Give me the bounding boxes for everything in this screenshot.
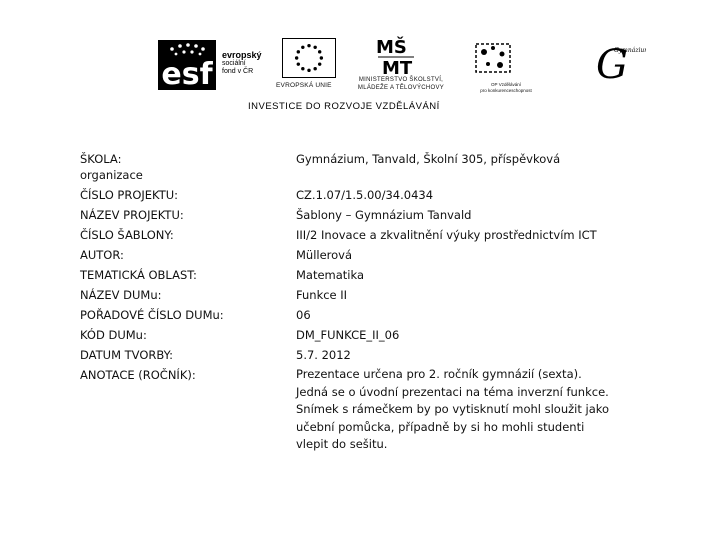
value-project-number: CZ.1.07/1.5.00/34.0434 [296,188,434,202]
esf-line2: sociální [222,60,246,67]
esf-caption [222,50,262,76]
esf-line1: evropský [222,50,262,60]
msmt-caption [342,76,460,92]
label-dum-code: KÓD DUMu: [80,328,147,342]
msmt-mark-icon [374,36,416,76]
svg-text:MŠ: MŠ [376,37,407,58]
eu-star-icon [313,67,316,70]
svg-text:Gymnázium: Gymnáziu [614,47,645,54]
eu-star-icon [320,56,323,59]
label-school: ŠKOLA: [80,152,122,166]
eu-logo [276,38,342,96]
value-subject-area: Matematika [296,268,365,282]
eu-flag-icon [282,38,336,78]
gymnazium-logo [592,38,646,88]
eu-star-icon [307,69,310,72]
eu-star-icon [297,50,300,53]
op-mark-icon [470,38,516,78]
eu-star-icon [318,50,321,53]
op-logo [454,38,544,98]
value-school: Gymnázium, Tanvald, Školní 305, příspěvková [296,152,561,166]
msmt-line2: MLÁDEŽE A TĚLOVÝCHOVY [357,85,445,91]
label-project-name: NÁZEV PROJEKTU: [80,208,184,222]
value-spacer [296,169,616,185]
value-template-number: III/2 Inovace a zkvalitnění výuky prostřednictvím ICT [296,228,597,242]
value-creation-date: 5.7. 2012 [296,348,351,362]
svg-text:MT: MT [382,58,413,76]
op-caption [458,82,554,94]
msmt-logo [342,36,452,96]
value-author: Müllerová [296,248,353,262]
value-annotation: Prezentace určena pro 2. ročník gymnázií (sexta). Jedná se o úvodní prezentaci na téma inverzní funkce. Snímek s rámečkem by po vytisknutí mohl sloužit jako učební pomůcka, případně by si ho mohli studenti vlepit do sešitu. [296,367,610,451]
label-annotation: ANOTACE (ROČNÍK): [80,368,196,382]
esf-mark-icon [158,40,216,90]
eu-star-icon [307,44,310,47]
eu-star-icon [295,56,298,59]
eu-star-icon [313,46,316,49]
label-subject-area: TEMATICKÁ OBLAST: [80,268,197,282]
value-dum-order: 06 [296,308,311,322]
metadata-values [296,149,616,454]
eu-star-icon [318,62,321,65]
eu-star-icon [301,46,304,49]
value-project-name: Šablony – Gymnázium Tanvald [296,208,472,222]
label-template-number: ČÍSLO ŠABLONY: [80,228,174,242]
label-author: AUTOR: [80,248,124,262]
label-organization: organizace [80,168,143,182]
esf-line3: fond v ČR [222,68,254,75]
value-dum-name: Funkce II [296,288,348,302]
label-dum-name: NÁZEV DUMu: [80,288,162,302]
value-dum-code: DM_FUNKCE_II_06 [296,328,400,342]
metadata-labels [80,149,280,385]
op-line2: pro konkurenceschopnost [480,88,532,93]
label-dum-order: POŘADOVÉ ČÍSLO DUMu: [80,308,224,322]
msmt-line1: MINISTERSTVO ŠKOLSTVÍ, [358,77,444,83]
label-creation-date: DATUM TVORBY: [80,348,174,362]
svg-text:G: G [596,42,628,88]
eu-star-icon [297,62,300,65]
eu-caption: EVROPSKÁ UNIE [276,82,332,89]
gymnazium-g-icon [592,38,646,88]
esf-logo [158,36,264,92]
eu-star-icon [301,67,304,70]
label-project-number: ČÍSLO PROJEKTU: [80,188,179,202]
op-line1: OP Vzdělávání [491,82,521,87]
svg-text:esf: esf [161,57,213,90]
program-tagline: INVESTICE DO ROZVOJE VZDĚLÁVÁNÍ [248,101,440,112]
